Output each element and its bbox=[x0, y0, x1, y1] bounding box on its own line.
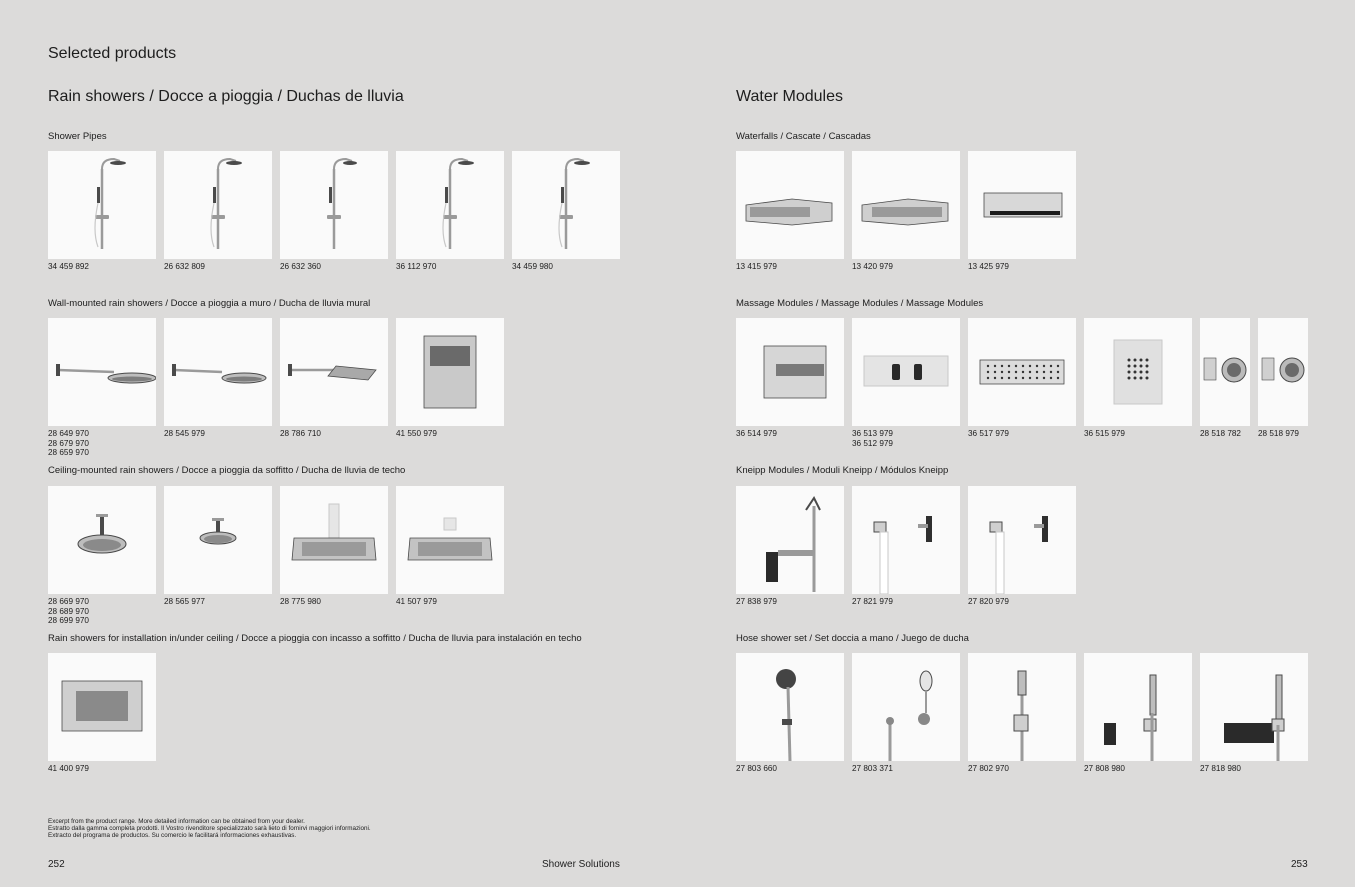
product-waterfall1-icon bbox=[736, 151, 844, 259]
product-image bbox=[280, 151, 388, 259]
page-number-left: 252 bbox=[48, 859, 65, 870]
product-image bbox=[968, 318, 1076, 426]
section-label: Hose shower set / Set doccia a mano / Juego de ducha bbox=[736, 633, 969, 644]
product-wallpanel-icon bbox=[396, 318, 504, 426]
section-label: Waterfalls / Cascate / Cascadas bbox=[736, 131, 871, 142]
product-code: 13 420 979 bbox=[852, 262, 893, 271]
product-image bbox=[280, 318, 388, 426]
product-kneipp3-icon bbox=[968, 486, 1076, 594]
product-code: 27 803 371 bbox=[852, 764, 893, 773]
product-image bbox=[1084, 318, 1192, 426]
section-heading-water-modules: Water Modules bbox=[736, 88, 843, 105]
product-code: 26 632 809 bbox=[164, 262, 205, 271]
product-image bbox=[48, 486, 156, 594]
section-label: Wall-mounted rain showers / Docce a pioggia a muro / Ducha de lluvia mural bbox=[48, 298, 371, 309]
product-massage4-icon bbox=[1084, 318, 1192, 426]
product-image bbox=[968, 653, 1076, 761]
product-hose5-icon bbox=[1200, 653, 1308, 761]
product-code: 41 400 979 bbox=[48, 764, 89, 773]
product-kneipp1-icon bbox=[736, 486, 844, 594]
section-label: Rain showers for installation in/under ceiling / Docce a pioggia con incasso a soffitto / Ducha de lluvia para instalación en techo bbox=[48, 633, 582, 644]
product-code: 27 802 970 bbox=[968, 764, 1009, 773]
page-title: Selected products bbox=[48, 45, 177, 62]
product-code: 13 415 979 bbox=[736, 262, 777, 271]
product-massage3-icon bbox=[968, 318, 1076, 426]
product-code: 13 425 979 bbox=[968, 262, 1009, 271]
product-code: 36 515 979 bbox=[1084, 429, 1125, 438]
product-pipe2-icon bbox=[164, 151, 272, 259]
footer-note-en: Excerpt from the product range. More detailed information can be obtained from your dealer. bbox=[48, 818, 305, 825]
product-code: 27 820 979 bbox=[968, 597, 1009, 606]
product-hose3-icon bbox=[968, 653, 1076, 761]
page-number-right: 253 bbox=[1291, 859, 1308, 870]
product-image bbox=[852, 486, 960, 594]
product-image bbox=[396, 318, 504, 426]
product-code: 28 518 782 bbox=[1200, 429, 1241, 438]
product-image bbox=[968, 151, 1076, 259]
section-label: Kneipp Modules / Moduli Kneipp / Módulos Kneipp bbox=[736, 465, 949, 476]
section-label: Shower Pipes bbox=[48, 131, 107, 142]
footer-note-it: Estratto dalla gamma completa prodotti. Il Vostro rivenditore specializzato sarà lieto di fornirvi maggiori informazioni. bbox=[48, 825, 371, 833]
product-code: 28 518 979 bbox=[1258, 429, 1299, 438]
product-code: 28 775 980 bbox=[280, 597, 321, 606]
product-code: 27 818 980 bbox=[1200, 764, 1241, 773]
product-image bbox=[736, 653, 844, 761]
product-image bbox=[968, 486, 1076, 594]
product-pipe1-icon bbox=[48, 151, 156, 259]
product-hose1-icon bbox=[736, 653, 844, 761]
product-code: 34 459 892 bbox=[48, 262, 89, 271]
product-image bbox=[1258, 318, 1308, 426]
product-ceilrect2-icon bbox=[396, 486, 504, 594]
product-waterfall3-icon bbox=[968, 151, 1076, 259]
product-image bbox=[396, 151, 504, 259]
product-code: 41 507 979 bbox=[396, 597, 437, 606]
section-label: Ceiling-mounted rain showers / Docce a pioggia da soffitto / Ducha de lluvia de techo bbox=[48, 465, 406, 476]
product-image bbox=[512, 151, 620, 259]
footer-note-es: Extracto del programa de productos. Su comercio le facilitará informaciones exhaustivas. bbox=[48, 832, 297, 840]
section-label: Massage Modules / Massage Modules / Massage Modules bbox=[736, 298, 984, 309]
product-wallarm-icon bbox=[48, 318, 156, 426]
product-kneipp2-icon bbox=[852, 486, 960, 594]
product-image bbox=[852, 318, 960, 426]
product-code: 27 821 979 bbox=[852, 597, 893, 606]
product-pipe4-icon bbox=[396, 151, 504, 259]
product-image bbox=[48, 653, 156, 761]
product-wallsquare-icon bbox=[280, 318, 388, 426]
product-hose4-icon bbox=[1084, 653, 1192, 761]
product-wallarm2-icon bbox=[164, 318, 272, 426]
product-massage2-icon bbox=[852, 318, 960, 426]
product-code: 34 459 980 bbox=[512, 262, 553, 271]
product-image bbox=[280, 486, 388, 594]
product-pipe3-icon bbox=[280, 151, 388, 259]
product-code: 27 838 979 bbox=[736, 597, 777, 606]
product-image bbox=[396, 486, 504, 594]
product-code: 28 565 977 bbox=[164, 597, 205, 606]
product-code: 27 803 660 bbox=[736, 764, 777, 773]
product-hose2-icon bbox=[852, 653, 960, 761]
product-recessed-icon bbox=[48, 653, 156, 761]
product-code: 28 545 979 bbox=[164, 429, 205, 438]
product-ceilrect-icon bbox=[280, 486, 388, 594]
product-massage1-icon bbox=[736, 318, 844, 426]
product-image bbox=[1200, 653, 1308, 761]
product-image bbox=[852, 653, 960, 761]
product-image bbox=[852, 151, 960, 259]
product-waterfall2-icon bbox=[852, 151, 960, 259]
product-image bbox=[48, 151, 156, 259]
product-code: 36 513 979 36 512 979 bbox=[852, 429, 893, 448]
product-image bbox=[164, 151, 272, 259]
product-image bbox=[1084, 653, 1192, 761]
product-image bbox=[736, 486, 844, 594]
section-heading-rain-showers: Rain showers / Docce a pioggia / Duchas de lluvia bbox=[48, 88, 404, 105]
product-pipe5-icon bbox=[512, 151, 620, 259]
product-jet2-icon bbox=[1258, 318, 1308, 426]
product-image bbox=[736, 151, 844, 259]
product-code: 27 808 980 bbox=[1084, 764, 1125, 773]
product-image bbox=[1200, 318, 1250, 426]
product-jet1-icon bbox=[1200, 318, 1250, 426]
product-code: 28 786 710 bbox=[280, 429, 321, 438]
product-code: 36 517 979 bbox=[968, 429, 1009, 438]
product-image bbox=[48, 318, 156, 426]
running-footer: Shower Solutions bbox=[542, 859, 620, 870]
product-code: 26 632 360 bbox=[280, 262, 321, 271]
product-image bbox=[164, 318, 272, 426]
product-ceilround2-icon bbox=[164, 486, 272, 594]
product-image bbox=[736, 318, 844, 426]
product-code: 36 514 979 bbox=[736, 429, 777, 438]
product-ceilround-icon bbox=[48, 486, 156, 594]
product-code: 36 112 970 bbox=[396, 262, 437, 271]
product-code: 28 649 970 28 679 970 28 659 970 bbox=[48, 429, 89, 457]
product-code: 41 550 979 bbox=[396, 429, 437, 438]
product-image bbox=[164, 486, 272, 594]
product-code: 28 669 970 28 689 970 28 699 970 bbox=[48, 597, 89, 625]
footer-note bbox=[48, 818, 371, 840]
